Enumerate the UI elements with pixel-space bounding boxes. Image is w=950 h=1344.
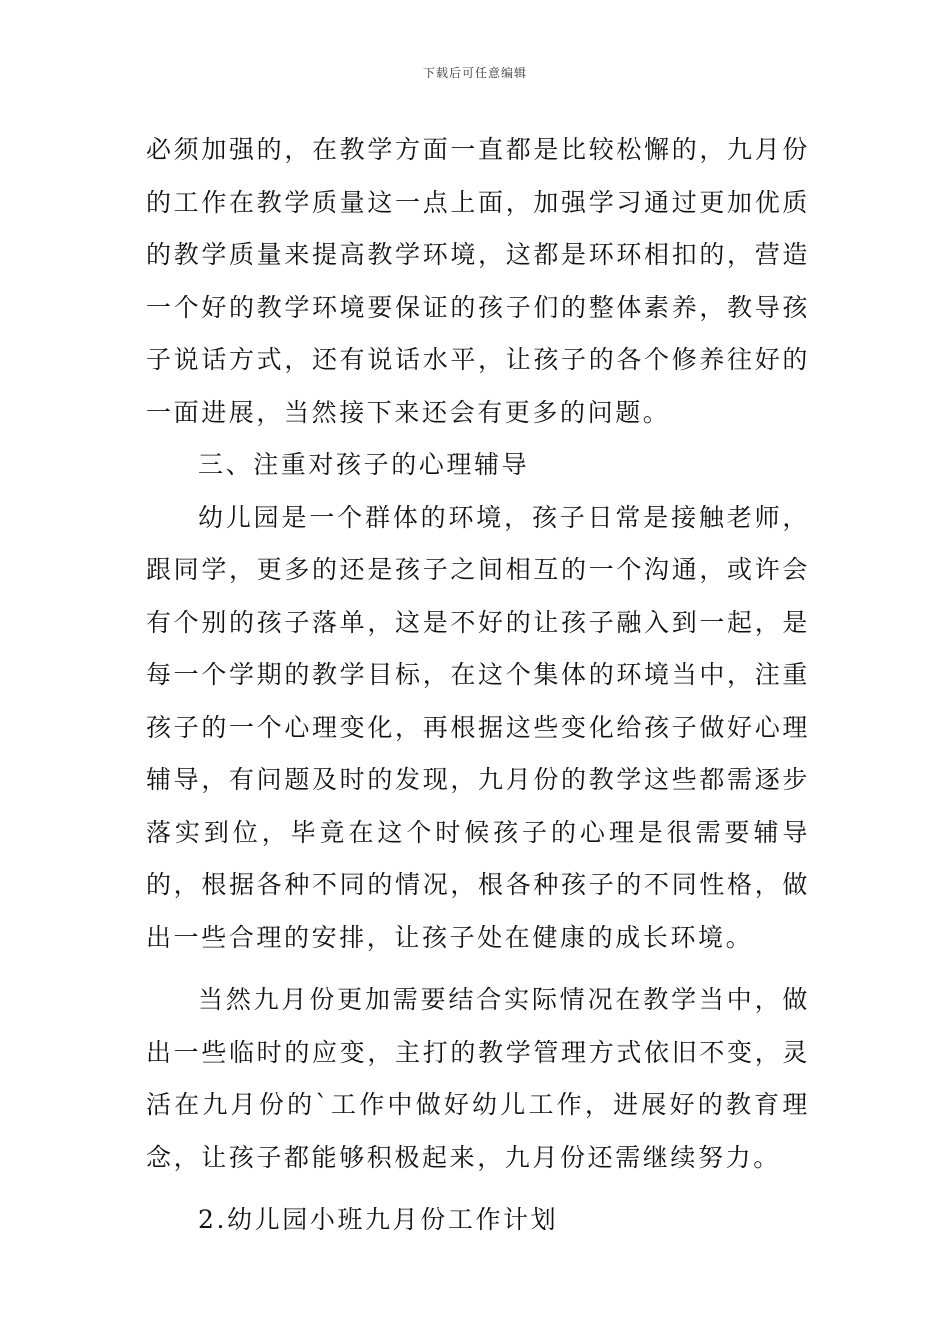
paragraph-teaching-quality: 必须加强的，在教学方面一直都是比较松懈的，九月份的工作在教学质量这一点上面，加强学习通过更加优质的教学质量来提高教学环境，这都是环环相扣的，营造一个好的教学环境要保证的孩子们的整体素养，教导孩子说话方式，还有说话水平，让孩子的各个修养往好的一面进展，当然接下来还会有更多的问题。 [146,135,810,427]
paragraph-psychological-guidance: 幼儿园是一个群体的环境，孩子日常是接触老师，跟同学，更多的还是孩子之间相互的一个沟通，或许会有个别的孩子落单，这是不好的让孩子融入到一起，是每一个学期的教学目标，在这个集体的环境当中，注重孩子的一个心理变化，再根据这些变化给孩子做好心理辅导，有问题及时的发现，九月份的教学这些都需逐步落实到位，毕竟在这个时候孩子的心理是很需要辅导的，根据各种不同的情况，根各种孩子的不同性格，做出一些合理的安排，让孩子处在健康的成长环境。 [146,502,810,952]
document-body [146,124,810,1247]
section-heading-small-class-plan: 2.幼儿园小班九月份工作计划 [198,1205,559,1234]
page-header: 下载后可任意编辑 [422,66,527,80]
section-heading-psychological-guidance: 三、注重对孩子的心理辅导 [198,450,530,479]
paragraph-september-summary: 当然九月份更加需要结合实际情况在教学当中，做出一些临时的应变，主打的教学管理方式依旧不变，灵活在九月份的`工作中做好幼儿工作，进展好的教育理念，让孩子都能够积极起来，九月份还需继续努力。 [146,985,810,1172]
